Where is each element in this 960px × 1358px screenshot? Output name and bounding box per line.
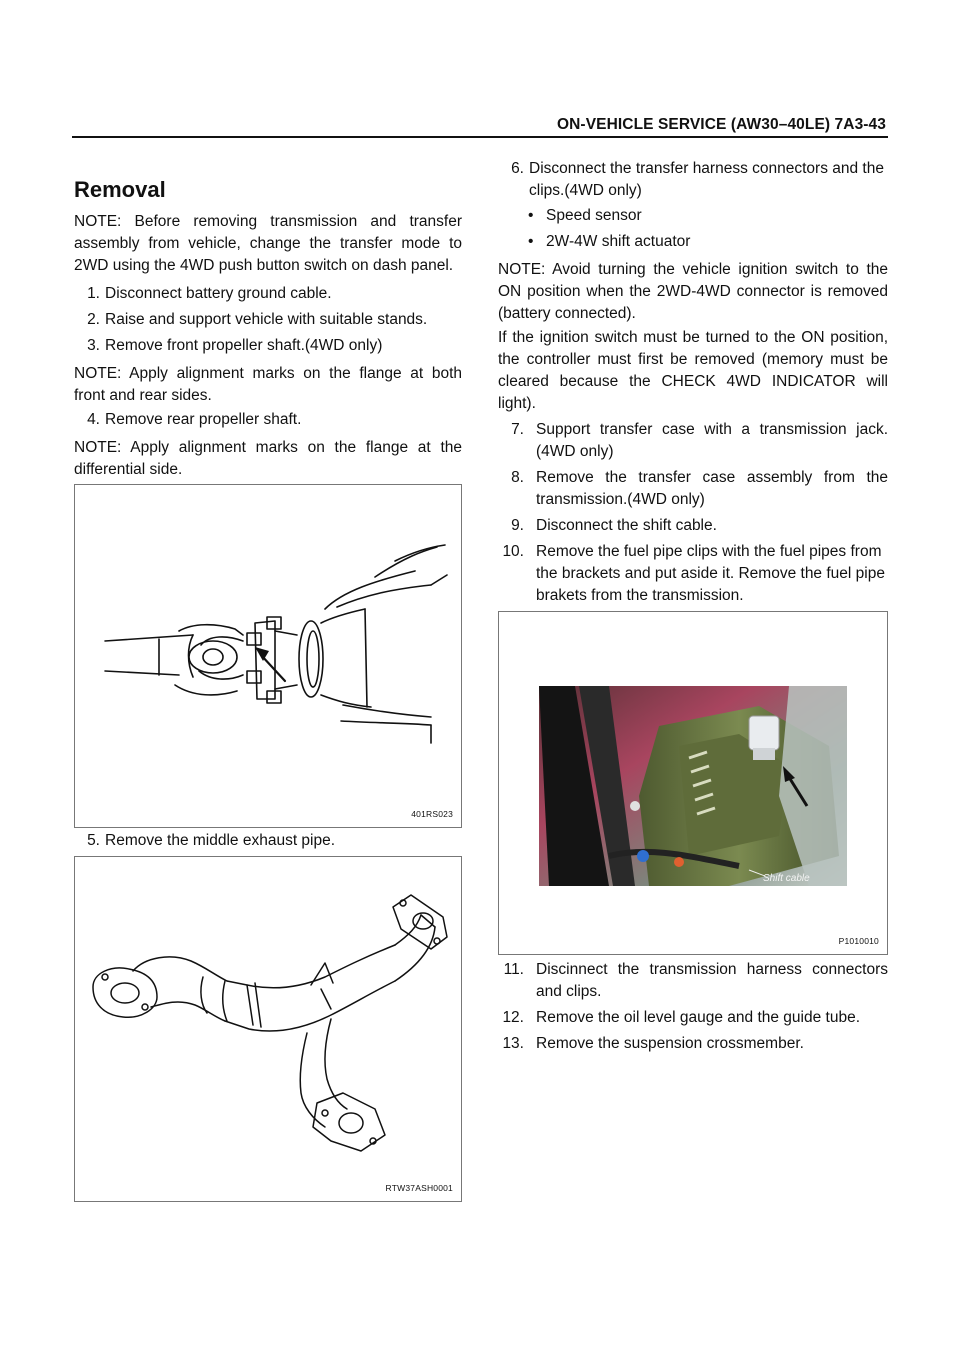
step-text: Remove rear propeller shaft. [105, 411, 302, 428]
photo-render [539, 686, 847, 886]
step-list [74, 283, 462, 357]
bullet-text: Speed sensor [546, 207, 642, 224]
note-paragraph: NOTE: Before removing transmission and transfer assembly from vehicle, change the transfer mode to 2WD using the 4WD push button switch on dash panel. [74, 213, 462, 274]
bullet-item [498, 205, 888, 227]
step-item [498, 1033, 888, 1055]
step-number: 3. [87, 337, 100, 354]
step-text: Remove front propeller shaft.(4WD only) [105, 337, 383, 354]
step-number: 11. [503, 961, 524, 978]
step-number: 8. [511, 469, 524, 486]
header-rule [72, 136, 888, 138]
step-text: Disconnect the transfer harness connectors and the clips.(4WD only) [529, 160, 884, 199]
page-header-title: ON-VEHICLE SERVICE (AW30–40LE) 7A3-43 [556, 116, 886, 133]
step-number: 6. [511, 160, 524, 177]
step-item [498, 467, 888, 511]
step-text: Remove the suspension crossmember. [536, 1035, 804, 1052]
step-text: Remove the transfer case assembly from the transmission.(4WD only) [536, 469, 888, 508]
photo-label: Shift cable [763, 873, 810, 884]
step-number: 2. [87, 311, 100, 328]
exhaust-pipe-illustration [75, 857, 461, 1201]
step-text: Raise and support vehicle with suitable stands. [105, 311, 428, 328]
step-text: Discinnect the transmission harness connectors and clips. [536, 961, 888, 1000]
note-paragraph: NOTE: Avoid turning the vehicle ignition switch to the ON position when the 2WD-4WD connector is removed (battery connected). [498, 261, 888, 322]
bullet-text: 2W-4W shift actuator [546, 233, 691, 250]
step-number: 7. [511, 421, 524, 438]
bullet-dot: • [528, 207, 534, 224]
step-item [498, 1007, 888, 1029]
step-text: Support transfer case with a transmission jack.(4WD only) [536, 421, 888, 460]
propeller-shaft-illustration [75, 485, 461, 827]
step-item [74, 830, 462, 852]
step-number: 5. [87, 832, 100, 849]
step-item [74, 335, 462, 357]
bullet-item [498, 231, 888, 253]
bullet-dot: • [528, 233, 534, 250]
step-item [74, 309, 462, 331]
step-text: Remove the fuel pipe clips with the fuel pipes from the brackets and put aside it. Remove the fuel pipe brakets from the transmission. [536, 543, 885, 604]
step-item [74, 409, 462, 431]
figure-code: RTW37ASH0001 [385, 1183, 453, 1193]
figure-code: P1010010 [838, 936, 879, 946]
section-heading: Removal [74, 177, 166, 202]
step-list [498, 959, 888, 1055]
step-number: 4. [87, 411, 100, 428]
step-item [498, 541, 888, 607]
figure-exhaust-pipe [74, 856, 462, 1202]
figure-propeller-shaft [74, 484, 462, 828]
step-list [498, 419, 888, 607]
step-item [498, 959, 888, 1003]
note-paragraph: NOTE: Apply alignment marks on the flange at the differential side. [74, 439, 462, 478]
step-number: 9. [511, 517, 524, 534]
step-number: 12. [502, 1009, 524, 1026]
step-item [74, 283, 462, 305]
step-text: Disconnect the shift cable. [536, 517, 717, 534]
figure-shift-cable-photo [498, 611, 888, 955]
step-number: 13. [502, 1035, 524, 1052]
step-number: 1. [87, 285, 100, 302]
right-column [498, 158, 888, 1059]
paragraph: If the ignition switch must be turned to the ON position, the controller must first be removed (memory must be cleared because the CHECK 4WD INDICATOR will light). [498, 329, 888, 412]
step-item [498, 158, 888, 202]
step-text: Remove the middle exhaust pipe. [105, 832, 336, 849]
shift-cable-photo [539, 686, 847, 886]
step-text: Disconnect battery ground cable. [105, 285, 332, 302]
step-item [498, 515, 888, 537]
step-item [498, 419, 888, 463]
note-paragraph: NOTE: Apply alignment marks on the flange at both front and rear sides. [74, 365, 462, 404]
left-column [74, 174, 462, 1202]
step-number: 10. [502, 543, 524, 560]
figure-code: 401RS023 [411, 809, 453, 819]
step-text: Remove the oil level gauge and the guide tube. [536, 1009, 861, 1026]
